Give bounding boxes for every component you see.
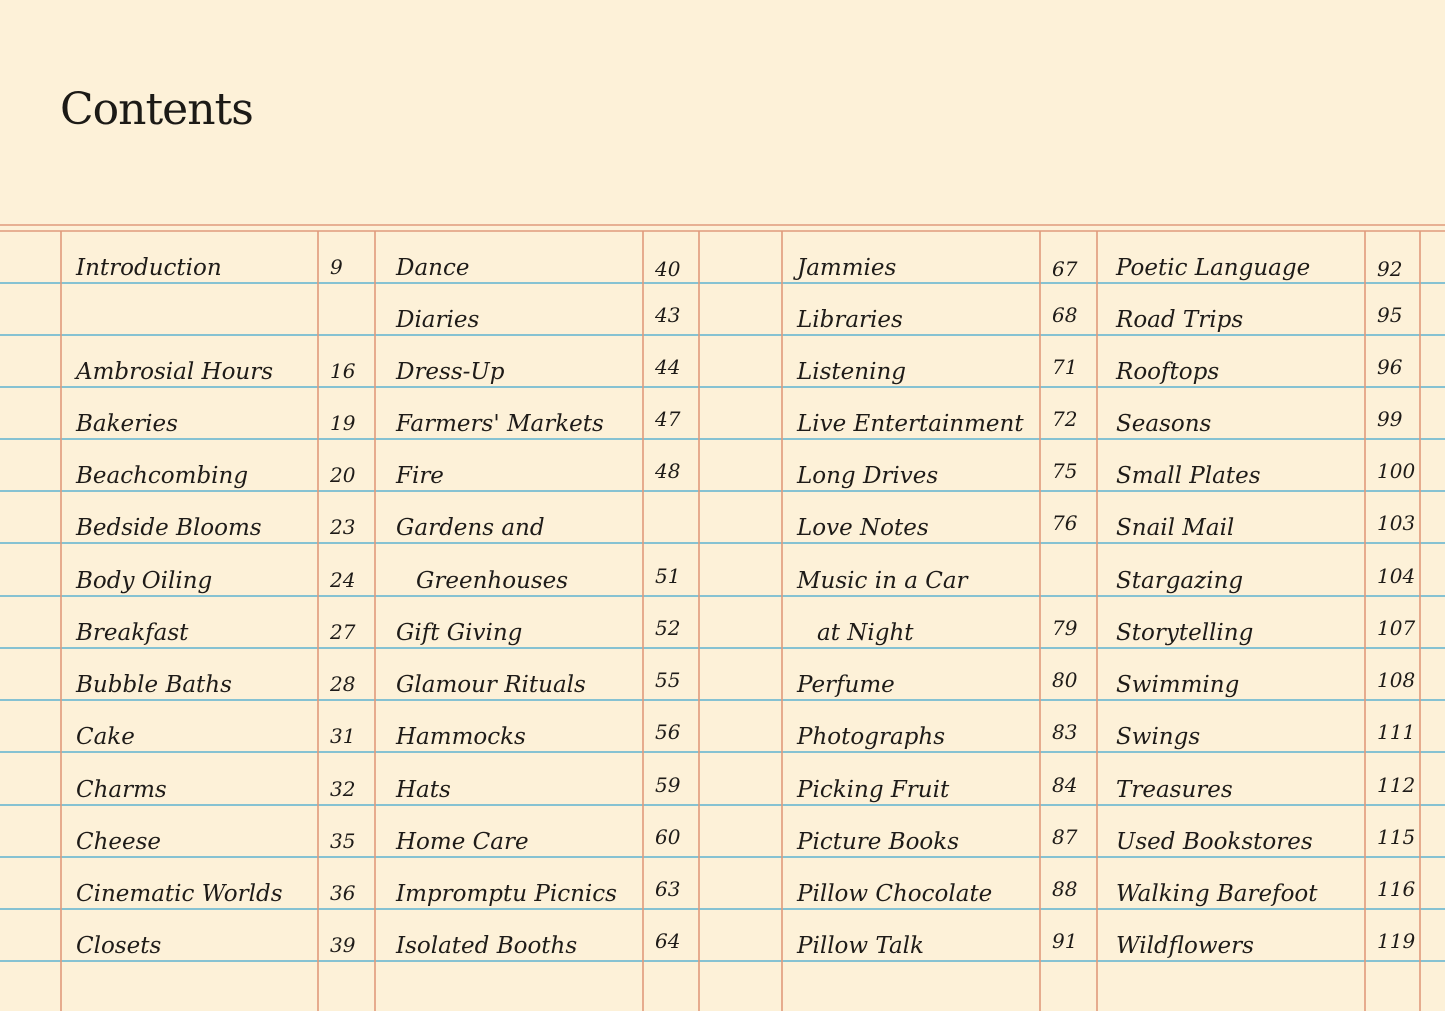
toc-entry-title: Swings xyxy=(1116,724,1201,750)
toc-entry-title: Glamour Rituals xyxy=(396,672,586,698)
toc-page-number: 103 xyxy=(1377,511,1416,535)
toc-page-number: 115 xyxy=(1377,825,1416,849)
toc-entry-title: Storytelling xyxy=(1116,620,1254,646)
toc-page-number: 96 xyxy=(1377,355,1403,379)
toc-entry-title: Dress-Up xyxy=(396,359,505,385)
toc-entry-title: Seasons xyxy=(1116,411,1212,437)
toc-page-number: 35 xyxy=(330,829,356,853)
toc-page-number: 84 xyxy=(1052,773,1078,797)
toc-page-number: 87 xyxy=(1052,825,1078,849)
toc-entry-title: Body Oiling xyxy=(76,568,213,594)
toc-page-number: 119 xyxy=(1377,929,1416,953)
toc-page-number: 79 xyxy=(1052,616,1078,640)
toc-entry-title: Wildflowers xyxy=(1116,933,1254,959)
toc-page-number: 112 xyxy=(1377,773,1416,797)
toc-page-number: 44 xyxy=(655,355,681,379)
toc-page-number: 108 xyxy=(1377,668,1416,692)
toc-page-number: 63 xyxy=(655,877,681,901)
toc-page-number: 27 xyxy=(330,620,356,644)
toc-page-number: 39 xyxy=(330,933,356,957)
toc-page-number: 48 xyxy=(655,459,681,483)
toc-entry-title: Closets xyxy=(76,933,162,959)
toc-entry-title: Pillow Talk xyxy=(797,933,924,959)
toc-page-number: 104 xyxy=(1377,564,1416,588)
toc-page-number: 95 xyxy=(1377,303,1403,327)
toc-page-number: 111 xyxy=(1377,720,1416,744)
toc-page-number: 59 xyxy=(655,773,681,797)
toc-entry-title: Ambrosial Hours xyxy=(76,359,274,385)
toc-entry-title: Home Care xyxy=(396,829,529,855)
toc-entry-title: Impromptu Picnics xyxy=(396,881,617,907)
toc-entry-title: Fire xyxy=(396,463,444,489)
toc-page-number: 116 xyxy=(1377,877,1416,901)
toc-entry-title: Used Bookstores xyxy=(1116,829,1313,855)
toc-page-number: 31 xyxy=(330,724,356,748)
toc-page-number: 47 xyxy=(655,407,681,431)
toc-entry-title: Small Plates xyxy=(1116,463,1261,489)
toc-entry-title: Jammies xyxy=(797,255,897,281)
page-title: Contents xyxy=(60,84,253,135)
toc-page-number: 67 xyxy=(1052,257,1078,281)
toc-entry-title: Bakeries xyxy=(76,411,178,437)
toc-entry-title: Bedside Blooms xyxy=(76,515,262,541)
toc-entry-title: Long Drives xyxy=(797,463,939,489)
toc-page-number: 51 xyxy=(655,564,681,588)
toc-page-number: 72 xyxy=(1052,407,1078,431)
toc-entry-title: Farmers' Markets xyxy=(396,411,604,437)
toc-page-number: 24 xyxy=(330,568,356,592)
toc-entry-title: Picking Fruit xyxy=(797,777,950,803)
toc-entry-title: Hats xyxy=(396,777,451,803)
toc-page-number: 16 xyxy=(330,359,356,383)
toc-entry-title: Road Trips xyxy=(1116,307,1244,333)
toc-entry-title: Stargazing xyxy=(1116,568,1244,594)
toc-entry-title: Treasures xyxy=(1116,777,1233,803)
toc-entry-title: Gardens and xyxy=(396,515,545,541)
toc-entry-title: Beachcombing xyxy=(76,463,249,489)
toc-entry-title: Breakfast xyxy=(76,620,189,646)
toc-page-number: 55 xyxy=(655,668,681,692)
toc-page-number: 56 xyxy=(655,720,681,744)
toc-entry-title: Pillow Chocolate xyxy=(797,881,993,907)
toc-page-number: 32 xyxy=(330,777,356,801)
toc-entry-title: Isolated Booths xyxy=(396,933,578,959)
toc-page-number: 88 xyxy=(1052,877,1078,901)
toc-page-number: 75 xyxy=(1052,459,1078,483)
toc-entry-title: Diaries xyxy=(396,307,480,333)
toc-entry-title: Photographs xyxy=(797,724,945,750)
toc-page-number: 64 xyxy=(655,929,681,953)
toc-page-number: 20 xyxy=(330,463,356,487)
toc-entry-title: Cinematic Worlds xyxy=(76,881,283,907)
toc-page-number: 52 xyxy=(655,616,681,640)
toc-entry-title: Swimming xyxy=(1116,672,1240,698)
toc-page-number: 99 xyxy=(1377,407,1403,431)
toc-entry-title: Perfume xyxy=(797,672,895,698)
toc-page-number: 19 xyxy=(330,411,356,435)
toc-entry-title: Hammocks xyxy=(396,724,526,750)
toc-page-number: 80 xyxy=(1052,668,1078,692)
toc-entry-title: Gift Giving xyxy=(396,620,523,646)
toc-page-number: 71 xyxy=(1052,355,1078,379)
toc-entry-title: Greenhouses xyxy=(416,568,569,594)
toc-entry-title: Music in a Car xyxy=(797,568,968,594)
toc-page-number: 23 xyxy=(330,515,356,539)
toc-page-number: 36 xyxy=(330,881,356,905)
toc-page-number: 9 xyxy=(330,255,343,279)
toc-page-number: 76 xyxy=(1052,511,1078,535)
toc-entry-title: at Night xyxy=(817,620,914,646)
toc-page-number: 100 xyxy=(1377,459,1416,483)
toc-entry-title: Rooftops xyxy=(1116,359,1220,385)
toc-entry-title: Dance xyxy=(396,255,470,281)
toc-entry-title: Libraries xyxy=(797,307,903,333)
toc-page-number: 60 xyxy=(655,825,681,849)
toc-entry-title: Listening xyxy=(797,359,906,385)
toc-page-number: 83 xyxy=(1052,720,1078,744)
toc-page-number: 92 xyxy=(1377,257,1403,281)
toc-entry-title: Love Notes xyxy=(797,515,929,541)
toc-entry-title: Bubble Baths xyxy=(76,672,232,698)
toc-entry-title: Walking Barefoot xyxy=(1116,881,1318,907)
toc-entry-title: Cheese xyxy=(76,829,162,855)
toc-entry-title: Picture Books xyxy=(797,829,960,855)
toc-page-number: 28 xyxy=(330,672,356,696)
toc-page-number: 107 xyxy=(1377,616,1416,640)
toc-page-number: 43 xyxy=(655,303,681,327)
toc-entry-title: Charms xyxy=(76,777,167,803)
toc-page-number: 40 xyxy=(655,257,681,281)
toc-entry-title: Snail Mail xyxy=(1116,515,1235,541)
toc-entry-title: Poetic Language xyxy=(1116,255,1311,281)
toc-entry-title: Introduction xyxy=(76,255,222,281)
toc-entry-title: Live Entertainment xyxy=(797,411,1024,437)
toc-page-number: 91 xyxy=(1052,929,1078,953)
toc-entry-title: Cake xyxy=(76,724,135,750)
toc-page-number: 68 xyxy=(1052,303,1078,327)
